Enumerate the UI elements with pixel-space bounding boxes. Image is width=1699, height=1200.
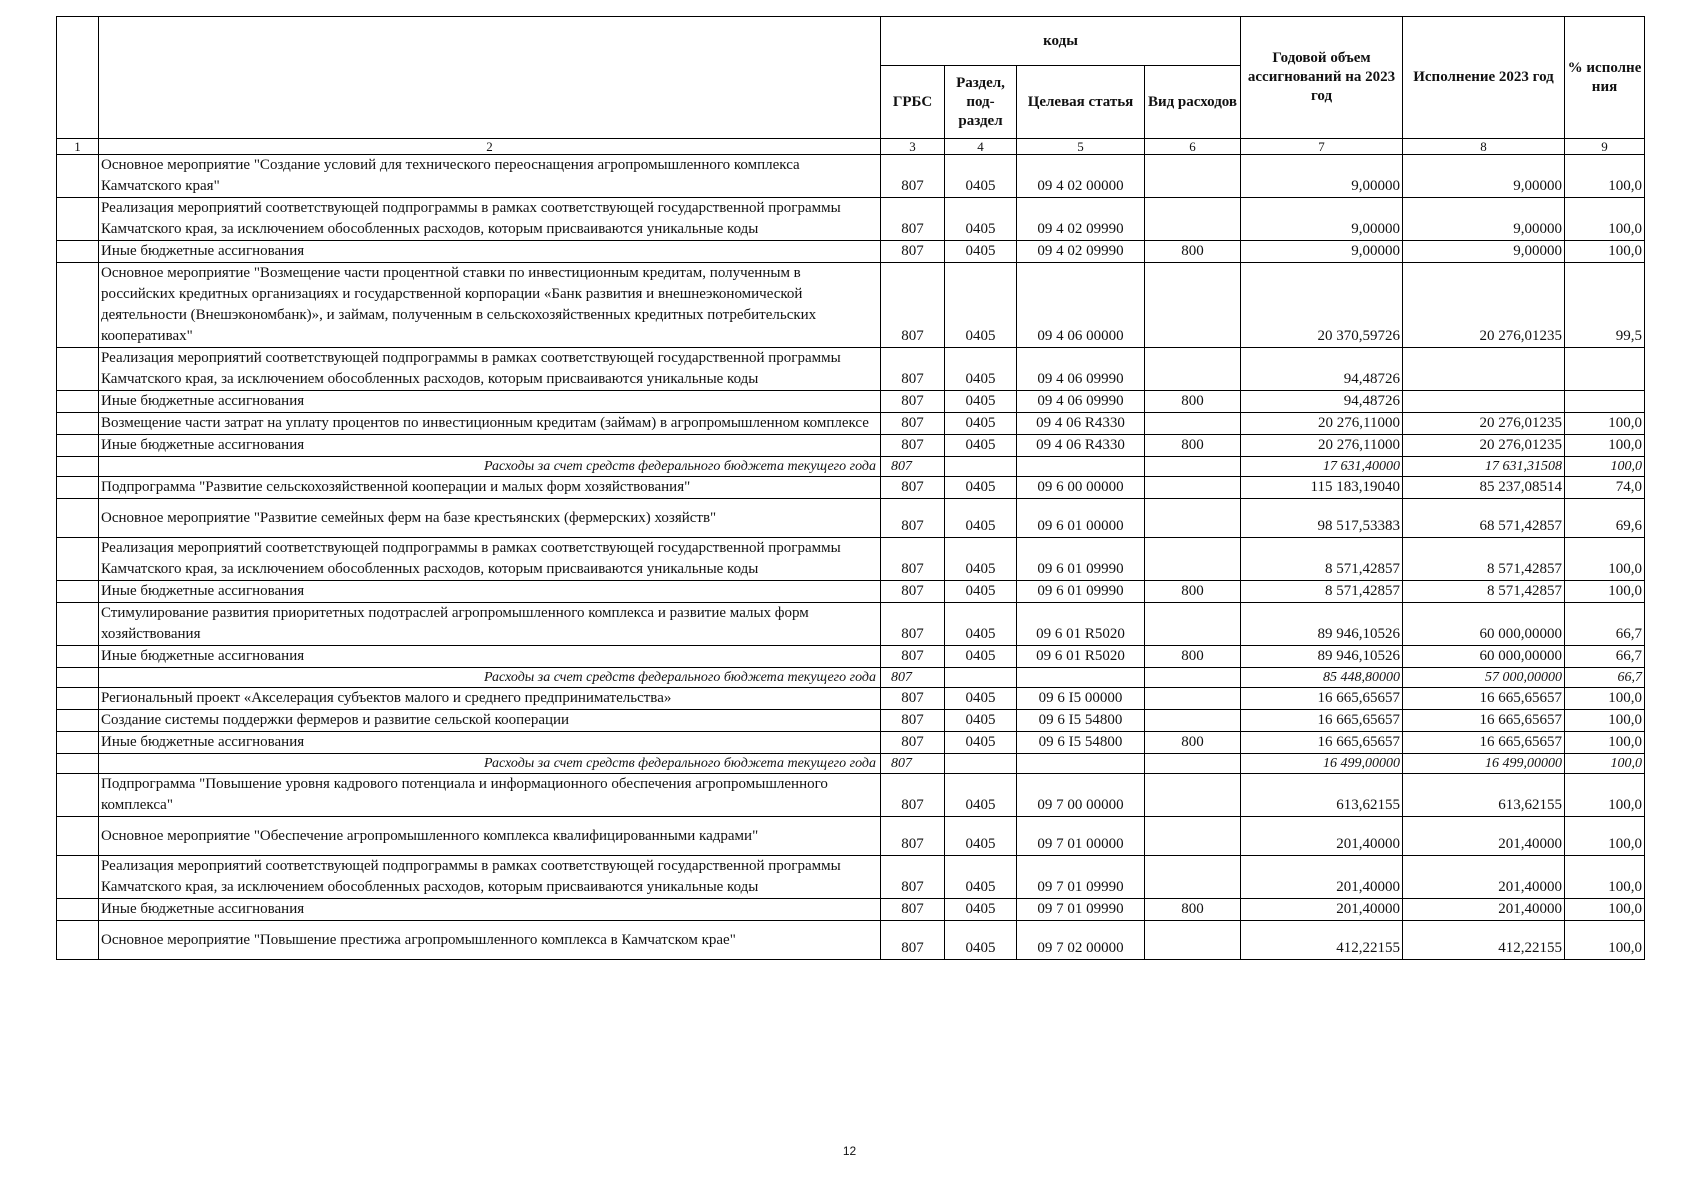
row-grbs: 807 (881, 348, 945, 391)
row-expense-type: 800 (1145, 646, 1241, 668)
row-target: 09 7 01 09990 (1017, 899, 1145, 921)
row-percent: 100,0 (1565, 921, 1645, 960)
row-annual: 115 183,19040 (1241, 477, 1403, 499)
row-annual: 20 370,59726 (1241, 263, 1403, 348)
row-expense-type (1145, 856, 1241, 899)
row-target: 09 6 01 09990 (1017, 538, 1145, 581)
row-target: 09 7 02 00000 (1017, 921, 1145, 960)
table-row (57, 348, 1645, 391)
row-annual: 9,00000 (1241, 198, 1403, 241)
row-execution: 57 000,00000 (1403, 668, 1565, 688)
row-number-cell (57, 435, 99, 457)
header-target: Целевая статья (1017, 66, 1145, 139)
col-number: 6 (1145, 139, 1241, 155)
row-target: 09 6 I5 00000 (1017, 688, 1145, 710)
row-expense-type (1145, 710, 1241, 732)
col-number: 8 (1403, 139, 1565, 155)
row-target: 09 6 01 00000 (1017, 499, 1145, 538)
row-expense-type (1145, 477, 1241, 499)
table-row (57, 603, 1645, 646)
row-percent (1565, 348, 1645, 391)
row-name: Основное мероприятие "Обеспечение агропромышленного комплекса квалифицированными кадрами" (99, 817, 881, 856)
table-row (57, 241, 1645, 263)
row-annual: 94,48726 (1241, 348, 1403, 391)
row-section: 0405 (945, 435, 1017, 457)
row-grbs: 807 (881, 921, 945, 960)
row-name: Подпрограмма "Развитие сельскохозяйственной кооперации и малых форм хозяйствования" (99, 477, 881, 499)
row-target: 09 4 02 00000 (1017, 155, 1145, 198)
row-grbs: 807 (881, 391, 945, 413)
row-percent: 66,7 (1565, 603, 1645, 646)
federal-subtotal-row (57, 754, 1645, 774)
budget-document (56, 16, 1645, 960)
row-name: Региональный проект «Акселерация субъектов малого и среднего предпринимательства» (99, 688, 881, 710)
header-percent: % исполне ния (1565, 17, 1645, 139)
row-annual: 9,00000 (1241, 241, 1403, 263)
row-execution: 68 571,42857 (1403, 499, 1565, 538)
row-annual: 613,62155 (1241, 774, 1403, 817)
row-expense-type (1145, 603, 1241, 646)
row-number-cell (57, 774, 99, 817)
col-number: 2 (99, 139, 881, 155)
row-number-cell (57, 457, 99, 477)
row-number-cell (57, 646, 99, 668)
row-execution: 8 571,42857 (1403, 538, 1565, 581)
row-number-cell (57, 754, 99, 774)
row-grbs: 807 (881, 856, 945, 899)
row-section (945, 668, 1017, 688)
row-expense-type (1145, 198, 1241, 241)
row-annual: 16 499,00000 (1241, 754, 1403, 774)
row-expense-type (1145, 457, 1241, 477)
row-number-cell (57, 817, 99, 856)
row-execution: 8 571,42857 (1403, 581, 1565, 603)
row-number-cell (57, 710, 99, 732)
table-row (57, 774, 1645, 817)
row-target: 09 4 06 R4330 (1017, 435, 1145, 457)
row-number-cell (57, 499, 99, 538)
row-section: 0405 (945, 155, 1017, 198)
header-row-1 (57, 17, 1645, 66)
row-number-cell (57, 732, 99, 754)
header-expense-type: Вид расходов (1145, 66, 1241, 139)
row-name: Реализация мероприятий соответствующей подпрограммы в рамках соответствующей государственной программы Камчатского края, за исключением обособленных расходов, которым присваиваются уникальные коды (99, 538, 881, 581)
row-name: Реализация мероприятий соответствующей подпрограммы в рамках соответствующей государственной программы Камчатского края, за исключением обособленных расходов, которым присваиваются уникальные коды (99, 348, 881, 391)
budget-table (56, 16, 1645, 960)
row-annual: 85 448,80000 (1241, 668, 1403, 688)
row-section: 0405 (945, 499, 1017, 538)
row-execution: 16 665,65657 (1403, 710, 1565, 732)
row-name: Стимулирование развития приоритетных подотраслей агропромышленного комплекса и развитие малых форм хозяйствования (99, 603, 881, 646)
row-percent: 100,0 (1565, 754, 1645, 774)
row-name: Подпрограмма "Повышение уровня кадрового потенциала и информационного обеспечения агропромышленного комплекса" (99, 774, 881, 817)
row-annual: 17 631,40000 (1241, 457, 1403, 477)
row-execution: 9,00000 (1403, 198, 1565, 241)
table-row (57, 921, 1645, 960)
row-percent: 74,0 (1565, 477, 1645, 499)
row-percent: 100,0 (1565, 435, 1645, 457)
row-section: 0405 (945, 921, 1017, 960)
table-row (57, 198, 1645, 241)
row-section: 0405 (945, 263, 1017, 348)
row-target (1017, 457, 1145, 477)
row-grbs: 807 (881, 198, 945, 241)
row-grbs: 807 (881, 581, 945, 603)
col-number: 1 (57, 139, 99, 155)
row-execution (1403, 348, 1565, 391)
header-blank-1 (57, 17, 99, 139)
table-row (57, 646, 1645, 668)
row-annual: 412,22155 (1241, 921, 1403, 960)
column-numbers-row (57, 139, 1645, 155)
row-section (945, 457, 1017, 477)
row-section: 0405 (945, 817, 1017, 856)
row-grbs: 807 (881, 899, 945, 921)
row-execution: 60 000,00000 (1403, 646, 1565, 668)
row-percent: 66,7 (1565, 646, 1645, 668)
row-percent: 100,0 (1565, 155, 1645, 198)
table-row (57, 499, 1645, 538)
row-annual: 16 665,65657 (1241, 710, 1403, 732)
row-number-cell (57, 391, 99, 413)
table-row (57, 435, 1645, 457)
row-number-cell (57, 603, 99, 646)
row-section: 0405 (945, 391, 1017, 413)
row-execution: 412,22155 (1403, 921, 1565, 960)
col-number: 7 (1241, 139, 1403, 155)
row-grbs: 807 (881, 688, 945, 710)
row-grbs: 807 (881, 603, 945, 646)
row-section: 0405 (945, 646, 1017, 668)
row-grbs: 807 (881, 646, 945, 668)
row-expense-type (1145, 538, 1241, 581)
row-number-cell (57, 263, 99, 348)
row-expense-type: 800 (1145, 581, 1241, 603)
row-target: 09 4 06 09990 (1017, 391, 1145, 413)
row-target: 09 6 I5 54800 (1017, 710, 1145, 732)
table-row (57, 710, 1645, 732)
row-percent: 100,0 (1565, 581, 1645, 603)
row-number-cell (57, 477, 99, 499)
row-annual: 89 946,10526 (1241, 646, 1403, 668)
row-execution: 201,40000 (1403, 856, 1565, 899)
table-row (57, 391, 1645, 413)
row-number-cell (57, 668, 99, 688)
row-name: Основное мероприятие "Развитие семейных ферм на базе крестьянских (фермерских) хозяйств" (99, 499, 881, 538)
row-execution: 613,62155 (1403, 774, 1565, 817)
row-grbs: 807 (881, 774, 945, 817)
header-execution: Исполнение 2023 год (1403, 17, 1565, 139)
row-name: Иные бюджетные ассигнования (99, 732, 881, 754)
row-expense-type (1145, 413, 1241, 435)
row-number-cell (57, 538, 99, 581)
row-expense-type: 800 (1145, 899, 1241, 921)
row-section: 0405 (945, 413, 1017, 435)
row-grbs: 807 (881, 263, 945, 348)
row-percent: 100,0 (1565, 774, 1645, 817)
row-target: 09 4 02 09990 (1017, 241, 1145, 263)
row-section: 0405 (945, 710, 1017, 732)
row-name: Основное мероприятие "Создание условий для технического переоснащения агропромышленного комплекса Камчатского края" (99, 155, 881, 198)
row-name: Реализация мероприятий соответствующей подпрограммы в рамках соответствующей государственной программы Камчатского края, за исключением обособленных расходов, которым присваиваются уникальные коды (99, 856, 881, 899)
header-blank-2 (99, 17, 881, 139)
row-grbs: 807 (881, 754, 945, 774)
row-section: 0405 (945, 688, 1017, 710)
row-percent: 100,0 (1565, 241, 1645, 263)
row-name: Расходы за счет средств федерального бюджета текущего года (99, 457, 881, 477)
row-number-cell (57, 581, 99, 603)
col-number: 3 (881, 139, 945, 155)
row-grbs: 807 (881, 499, 945, 538)
row-section: 0405 (945, 732, 1017, 754)
row-name: Расходы за счет средств федерального бюджета текущего года (99, 668, 881, 688)
row-name: Иные бюджетные ассигнования (99, 435, 881, 457)
row-annual: 89 946,10526 (1241, 603, 1403, 646)
row-expense-type: 800 (1145, 435, 1241, 457)
row-grbs: 807 (881, 155, 945, 198)
table-row (57, 155, 1645, 198)
row-expense-type (1145, 774, 1241, 817)
row-section: 0405 (945, 774, 1017, 817)
row-grbs: 807 (881, 817, 945, 856)
federal-subtotal-row (57, 457, 1645, 477)
federal-subtotal-row (57, 668, 1645, 688)
row-annual: 20 276,11000 (1241, 435, 1403, 457)
row-annual: 8 571,42857 (1241, 581, 1403, 603)
row-expense-type (1145, 688, 1241, 710)
row-name: Иные бюджетные ассигнования (99, 581, 881, 603)
row-grbs: 807 (881, 668, 945, 688)
row-name: Иные бюджетные ассигнования (99, 646, 881, 668)
row-percent: 100,0 (1565, 413, 1645, 435)
row-number-cell (57, 198, 99, 241)
row-name: Основное мероприятие "Возмещение части процентной ставки по инвестиционным кредитам, полученным в российских кредитных организациях и государственной корпорации «Банк развития и внешнеэкономической деятельности (Внешэкономбанк)», и займам, полученным в сельскохозяйственных кредитных потребительских кооперативах" (99, 263, 881, 348)
row-target (1017, 754, 1145, 774)
row-number-cell (57, 856, 99, 899)
row-name: Реализация мероприятий соответствующей подпрограммы в рамках соответствующей государственной программы Камчатского края, за исключением обособленных расходов, которым присваиваются уникальные коды (99, 198, 881, 241)
row-expense-type (1145, 668, 1241, 688)
row-section (945, 754, 1017, 774)
row-percent: 100,0 (1565, 732, 1645, 754)
row-percent: 100,0 (1565, 899, 1645, 921)
row-percent: 100,0 (1565, 198, 1645, 241)
row-grbs: 807 (881, 413, 945, 435)
header-codes: коды (881, 17, 1241, 66)
row-grbs: 807 (881, 732, 945, 754)
row-target: 09 6 I5 54800 (1017, 732, 1145, 754)
row-annual: 94,48726 (1241, 391, 1403, 413)
header-annual: Годовой объем ассигнований на 2023 год (1241, 17, 1403, 139)
row-annual: 9,00000 (1241, 155, 1403, 198)
table-row (57, 899, 1645, 921)
header-section: Раздел, под-раздел (945, 66, 1017, 139)
row-execution: 17 631,31508 (1403, 457, 1565, 477)
row-number-cell (57, 155, 99, 198)
row-expense-type: 800 (1145, 732, 1241, 754)
row-percent: 100,0 (1565, 688, 1645, 710)
row-target: 09 6 01 R5020 (1017, 646, 1145, 668)
row-target: 09 6 00 00000 (1017, 477, 1145, 499)
col-number: 9 (1565, 139, 1645, 155)
row-percent (1565, 391, 1645, 413)
row-execution: 16 665,65657 (1403, 688, 1565, 710)
row-percent: 100,0 (1565, 856, 1645, 899)
row-name: Иные бюджетные ассигнования (99, 899, 881, 921)
row-annual: 201,40000 (1241, 899, 1403, 921)
row-annual: 8 571,42857 (1241, 538, 1403, 581)
table-row (57, 817, 1645, 856)
row-annual: 98 517,53383 (1241, 499, 1403, 538)
row-expense-type (1145, 263, 1241, 348)
row-target: 09 7 01 09990 (1017, 856, 1145, 899)
row-grbs: 807 (881, 457, 945, 477)
row-name: Возмещение части затрат на уплату процентов по инвестиционным кредитам (займам) в агропромышленном комплексе (99, 413, 881, 435)
row-execution: 60 000,00000 (1403, 603, 1565, 646)
row-section: 0405 (945, 581, 1017, 603)
row-percent: 100,0 (1565, 538, 1645, 581)
row-name: Иные бюджетные ассигнования (99, 391, 881, 413)
row-section: 0405 (945, 241, 1017, 263)
row-number-cell (57, 688, 99, 710)
table-row (57, 688, 1645, 710)
row-target: 09 4 06 00000 (1017, 263, 1145, 348)
row-name: Расходы за счет средств федерального бюджета текущего года (99, 754, 881, 774)
row-target (1017, 668, 1145, 688)
table-row (57, 413, 1645, 435)
row-execution: 20 276,01235 (1403, 263, 1565, 348)
row-grbs: 807 (881, 477, 945, 499)
row-expense-type (1145, 499, 1241, 538)
row-name: Создание системы поддержки фермеров и развитие сельской кооперации (99, 710, 881, 732)
row-section: 0405 (945, 899, 1017, 921)
row-expense-type (1145, 348, 1241, 391)
row-annual: 16 665,65657 (1241, 688, 1403, 710)
row-target: 09 7 00 00000 (1017, 774, 1145, 817)
row-execution: 16 499,00000 (1403, 754, 1565, 774)
row-execution: 16 665,65657 (1403, 732, 1565, 754)
row-expense-type: 800 (1145, 391, 1241, 413)
row-execution: 201,40000 (1403, 899, 1565, 921)
col-number: 5 (1017, 139, 1145, 155)
row-execution (1403, 391, 1565, 413)
table-row (57, 538, 1645, 581)
row-percent: 100,0 (1565, 710, 1645, 732)
row-section: 0405 (945, 856, 1017, 899)
row-percent: 100,0 (1565, 817, 1645, 856)
table-row (57, 856, 1645, 899)
row-execution: 20 276,01235 (1403, 413, 1565, 435)
row-target: 09 6 01 R5020 (1017, 603, 1145, 646)
row-annual: 20 276,11000 (1241, 413, 1403, 435)
row-section: 0405 (945, 603, 1017, 646)
row-grbs: 807 (881, 435, 945, 457)
row-annual: 16 665,65657 (1241, 732, 1403, 754)
row-percent: 66,7 (1565, 668, 1645, 688)
row-number-cell (57, 899, 99, 921)
table-row (57, 732, 1645, 754)
row-annual: 201,40000 (1241, 856, 1403, 899)
row-target: 09 4 02 09990 (1017, 198, 1145, 241)
table-row (57, 477, 1645, 499)
row-expense-type: 800 (1145, 241, 1241, 263)
row-target: 09 6 01 09990 (1017, 581, 1145, 603)
row-annual: 201,40000 (1241, 817, 1403, 856)
col-number: 4 (945, 139, 1017, 155)
table-row (57, 263, 1645, 348)
row-target: 09 4 06 09990 (1017, 348, 1145, 391)
row-execution: 9,00000 (1403, 241, 1565, 263)
row-number-cell (57, 413, 99, 435)
row-section: 0405 (945, 348, 1017, 391)
row-number-cell (57, 921, 99, 960)
row-number-cell (57, 348, 99, 391)
row-execution: 201,40000 (1403, 817, 1565, 856)
row-target: 09 4 06 R4330 (1017, 413, 1145, 435)
row-execution: 85 237,08514 (1403, 477, 1565, 499)
row-grbs: 807 (881, 710, 945, 732)
row-percent: 69,6 (1565, 499, 1645, 538)
row-name: Основное мероприятие "Повышение престижа агропромышленного комплекса в Камчатском крае" (99, 921, 881, 960)
row-target: 09 7 01 00000 (1017, 817, 1145, 856)
row-section: 0405 (945, 538, 1017, 581)
row-execution: 9,00000 (1403, 155, 1565, 198)
row-expense-type (1145, 817, 1241, 856)
row-name: Иные бюджетные ассигнования (99, 241, 881, 263)
row-percent: 99,5 (1565, 263, 1645, 348)
row-execution: 20 276,01235 (1403, 435, 1565, 457)
table-row (57, 581, 1645, 603)
row-expense-type (1145, 754, 1241, 774)
header-grbs: ГРБС (881, 66, 945, 139)
row-expense-type (1145, 921, 1241, 960)
row-grbs: 807 (881, 241, 945, 263)
budget-rows (57, 155, 1645, 960)
row-number-cell (57, 241, 99, 263)
page-number: 12 (842, 1144, 857, 1158)
row-section: 0405 (945, 198, 1017, 241)
row-percent: 100,0 (1565, 457, 1645, 477)
row-expense-type (1145, 155, 1241, 198)
row-section: 0405 (945, 477, 1017, 499)
row-grbs: 807 (881, 538, 945, 581)
